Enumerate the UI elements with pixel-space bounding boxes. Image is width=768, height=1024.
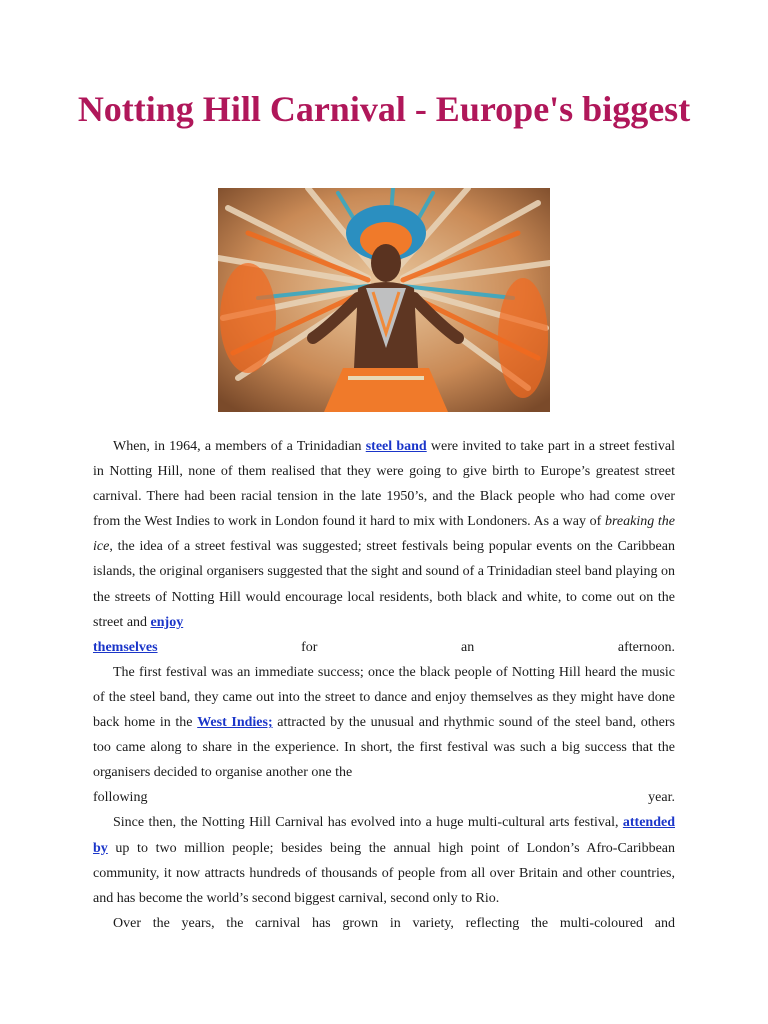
paragraph-2: The first festival was an immediate success; once the black people of Notting Hill heard the music of the steel band, they came out into the street to dance and enjoy themselves as they might have done back home in the West Indies; attracted by the unusual and rhythmic sound of the steel band, others too came along to share in the experience. In short, the first festival was such a big success that the organisers decided to organise another one the following year. <box>93 660 675 811</box>
carnival-photo <box>218 188 550 412</box>
p2-last-line: following year. <box>93 790 675 806</box>
page-title: Notting Hill Carnival - Europe's biggest <box>77 89 691 129</box>
paragraph-1: When, in 1964, a members of a Trinidadian steel band were invited to take part in a street festival in Notting Hill, none of them realised that they were going to give birth to Europe’s greatest street carnival. There had been racial tension in the late 1950’s, and the Black people who had come over from the West Indies to work in London found it hard to mix with Londoners. As a way of breaking the ice, the idea of a street festival was suggested; street festivals being popular events on the Caribbean islands, the original organisers suggested that the sight and sound of a Trinidadian steel band playing on the streets of Notting Hill would encourage local residents, both black and white, to come out on the street and enjoy themselves for an afternoon. <box>93 434 675 660</box>
article-body <box>93 434 675 936</box>
themselves-link[interactable]: themselves <box>93 639 158 655</box>
paragraph-3: Since then, the Notting Hill Carnival has evolved into a huge multi-cultural arts festival, attended by up to two million people; besides being the annual high point of London’s Afro-Caribbean community, it now attracts hundreds of thousands of people from all over Britain and other countries, and has become the world’s second biggest carnival, second only to Rio. <box>93 815 675 906</box>
p1-last-line: themselves for an afternoon. <box>93 639 675 655</box>
steel-band-link[interactable]: steel band <box>365 439 427 454</box>
attended-by-link[interactable]: attended by <box>93 815 675 856</box>
enjoy-link[interactable]: enjoy <box>150 614 184 630</box>
paragraph-4: Over the years, the carnival has grown in variety, reflecting the multi-coloured and <box>113 915 675 931</box>
west-indies-link[interactable]: West Indies; <box>197 715 273 731</box>
